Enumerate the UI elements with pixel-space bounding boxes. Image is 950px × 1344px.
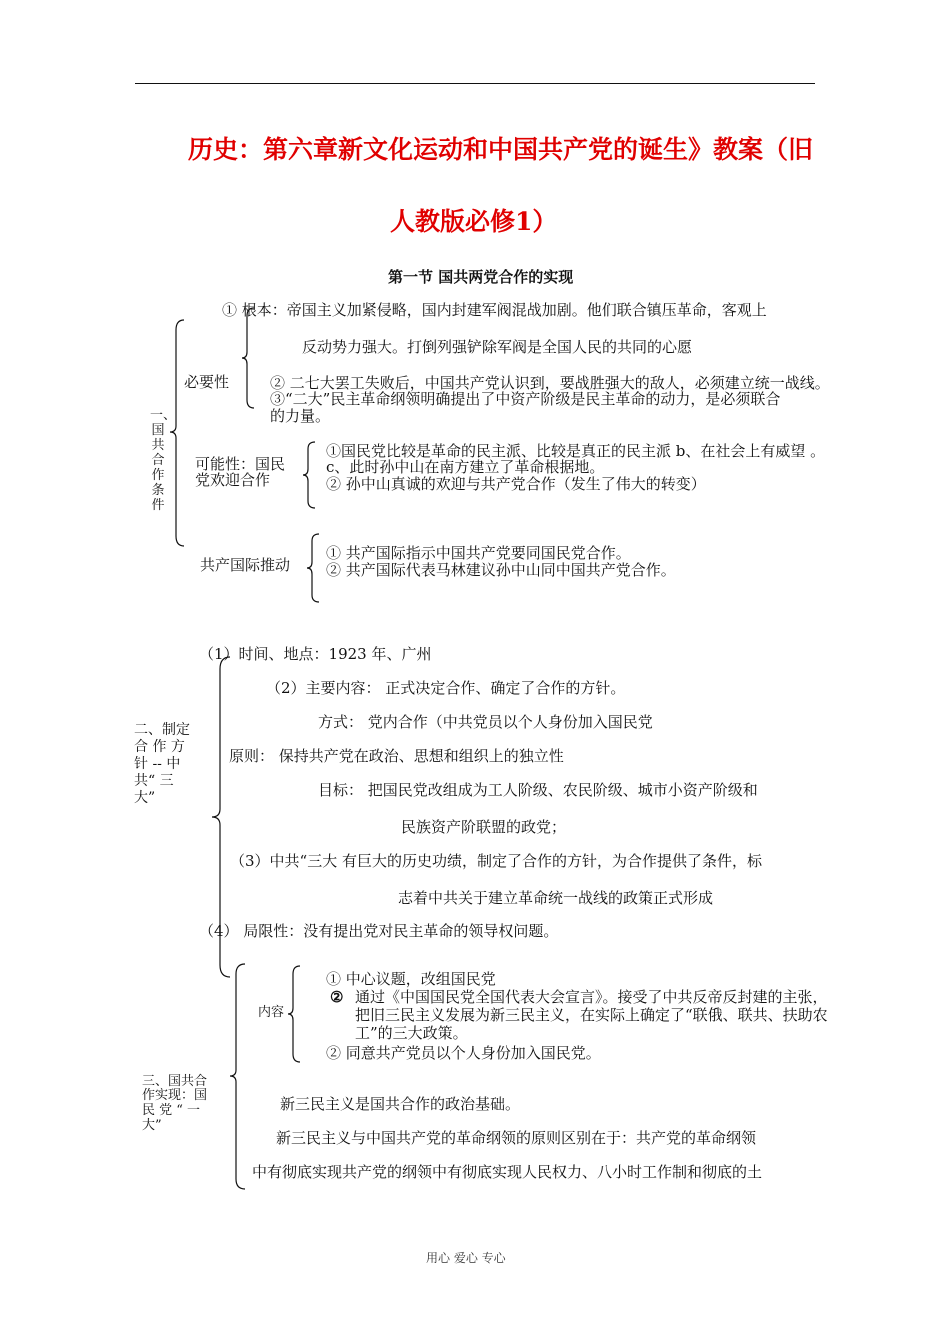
document-title-line2: 人教版必修1） <box>390 207 558 236</box>
part2-item1: （1）时间、地点：1923 年、广州 <box>199 645 432 663</box>
part1-brace <box>168 318 188 548</box>
possibility-item3: ② 孙中山真诚的欢迎与共产党合作（发生了伟大的转变） <box>326 475 706 493</box>
possibility-item2: c、此时孙中山在南方建立了革命根据地。 <box>326 458 605 476</box>
comintern-brace <box>306 532 322 604</box>
part2-item4: （4） 局限性：没有提出党对民主革命的领导权问题。 <box>199 922 559 940</box>
part3-brace <box>228 962 248 1192</box>
possibility-label-line2: 党欢迎合作 <box>195 471 271 489</box>
part2-label-line5: 大” <box>134 790 156 806</box>
content-item3: ② 同意共产党员以个人身份加入国民党。 <box>326 1044 601 1062</box>
content-label: 内容 <box>258 1005 285 1020</box>
content-item2-line3: 工”的三大政策。 <box>355 1024 468 1042</box>
content-item2-line1: 通过《中国国民党全国代表大会宣言》。接受了中共反帝反封建的主张， <box>355 988 828 1006</box>
section-heading: 第一节 国共两党合作的实现 <box>388 268 574 286</box>
document-title-line1: 历史：第六章新文化运动和中国共产党的诞生》教案（旧 <box>188 135 814 164</box>
possibility-label-line1: 可能性：国民 <box>195 455 286 473</box>
necessity-item3-line1: ③“二大”民主革命纲领明确提出了中资产阶级是民主革命的动力，是必须联合 <box>270 390 781 408</box>
part3-label-line3: 民 党 “ 一 <box>142 1103 201 1118</box>
content-item1: ① 中心议题，改组国民党 <box>326 970 496 988</box>
part2-item3-line1: （3）中共“三大 有巨大的历史功绩，制定了合作的方针，为合作提供了条件，标 <box>230 852 762 870</box>
part2-item3-line2: 志着中共关于建立革命统一战线的政策正式形成 <box>398 889 714 907</box>
part3-paragraph2: 新三民主义与中国共产党的革命纲领的原则区别在于：共产党的革命纲领 <box>276 1129 757 1147</box>
comintern-item2: ② 共产国际代表马林建议孙中山同中国共产党合作。 <box>326 561 676 579</box>
part3-paragraph3: 中有彻底实现共产党的纲领中有彻底实现人民权力、八小时工作制和彻底的土 <box>252 1163 763 1181</box>
part2-label-line4: 共“ 三 <box>134 773 174 789</box>
page-footer: 用心 爱心 专心 <box>426 1251 506 1265</box>
part2-label-line2: 合 作 方 <box>134 739 185 755</box>
necessity-item3-line2: 的力量。 <box>270 407 331 425</box>
content-item2-number: ② <box>330 988 344 1006</box>
necessity-item2: ② 二七大罢工失败后，中国共产党认识到，要战胜强大的敌人，必须建立统一战线。 <box>270 374 830 392</box>
part2-goal-line2: 民族资产阶联盟的政党； <box>401 818 567 836</box>
possibility-brace <box>302 440 318 510</box>
part2-principle: 原则： 保持共产党在政治、思想和组织上的独立性 <box>229 747 564 765</box>
necessity-item1-line2: 反动势力强大。打倒列强铲除军阀是全国人民的共同的心愿 <box>302 338 693 356</box>
part2-method: 方式： 党内合作（中共党员以个人身份加入国民党 <box>318 713 653 731</box>
possibility-item1: ①国民党比较是革命的民主派、比较是真正的民主派 b、在社会上有威望 。 <box>326 442 826 460</box>
comintern-item1: ① 共产国际指示中国共产党要同国民党合作。 <box>326 544 631 562</box>
part1-label: 一、国共合作条件 <box>150 408 177 513</box>
necessity-label: 必要性 <box>184 373 230 391</box>
part2-goal-line1: 目标： 把国民党改组成为工人阶级、农民阶级、城市小资产阶级和 <box>318 781 758 799</box>
part3-label-line1: 三、国共合 <box>142 1074 208 1089</box>
part3-label-line2: 作实现：国 <box>142 1088 208 1103</box>
header-rule <box>135 83 815 84</box>
comintern-label: 共产国际推动 <box>200 556 291 574</box>
content-item2-line2: 把旧三民主义发展为新三民主义，在实际上确定了“联俄、联共、扶助农 <box>355 1006 828 1024</box>
part3-paragraph1: 新三民主义是国共合作的政治基础。 <box>280 1095 521 1113</box>
part2-label-line1: 二、制定 <box>134 722 190 738</box>
part2-label-line3: 针 -- 中 <box>134 756 181 772</box>
part3-label-line4: 大” <box>142 1118 162 1133</box>
part2-item2: （2）主要内容： 正式决定合作、确定了合作的方针。 <box>266 679 626 697</box>
necessity-item1-line1: ① 根本：帝国主义加紧侵略，国内封建军阀混战加剧。他们联合镇压革命，客观上 <box>222 301 767 319</box>
content-brace <box>287 964 303 1064</box>
necessity-brace <box>241 306 257 410</box>
